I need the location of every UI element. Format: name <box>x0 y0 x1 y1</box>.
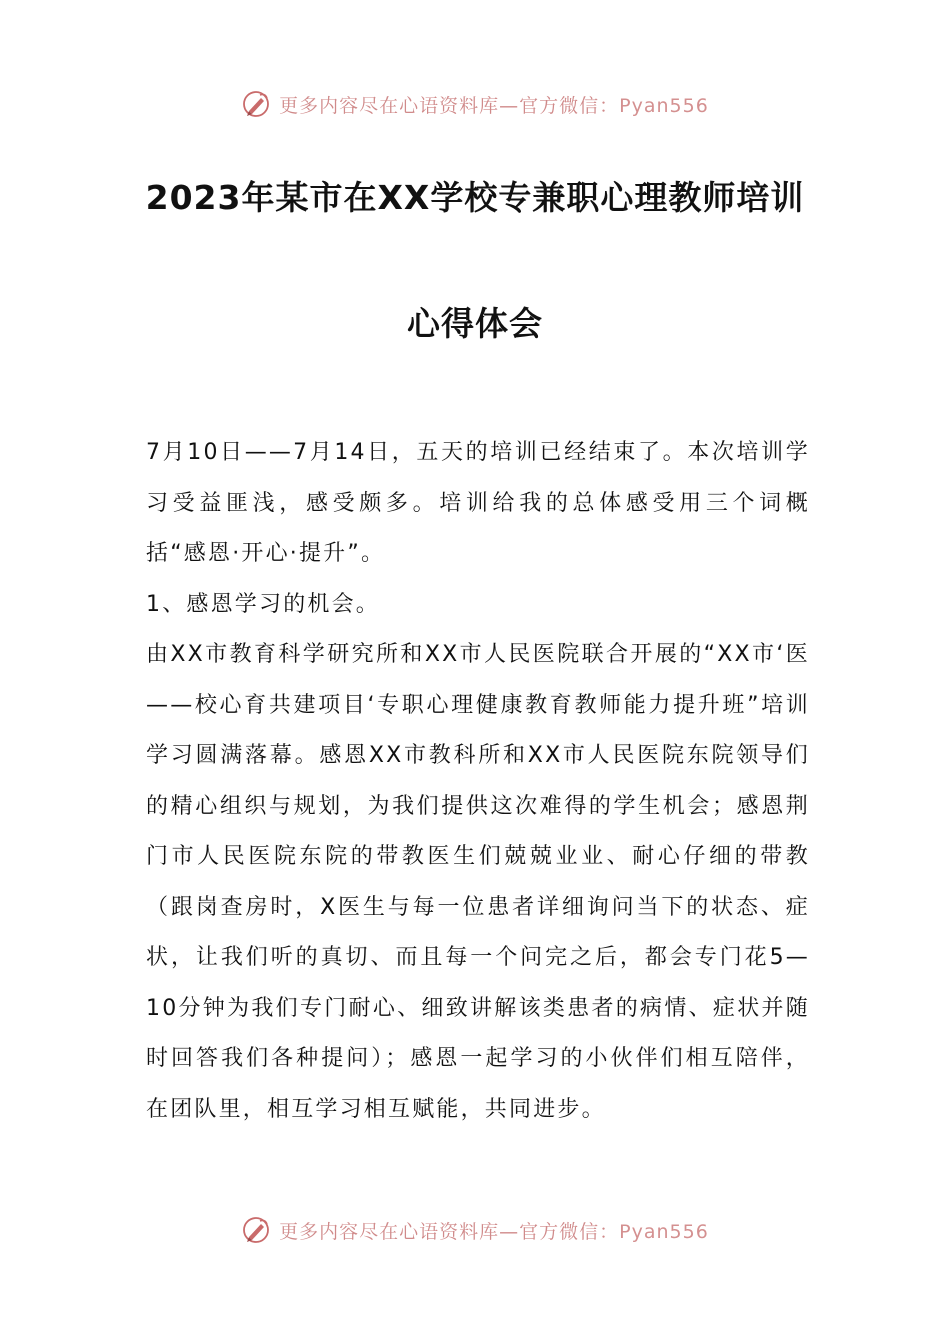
body-paragraph-2: 1、感恩学习的机会。 <box>146 591 380 617</box>
footer-banner-text <box>279 1217 709 1244</box>
body-paragraph-3: 由XX市教育科学研究所和XX市人民医院联合开展的“XX市‘医——校心育共建项目‘专职心理健康教育教师能力提升班”培训学习圆满落幕。感恩XX市教科所和XX市人民医院东院领导们的精心组织与规划，为我们提供这次难得的学生机会；感恩荆门市人民医院东院的带教医生们兢兢业业、耐心仔细的带教（跟岗查房时，X医生与每一位患者详细询问当下的状态、症状，让我们听的真切、而且每一个问完之后，都会专门花5—10分钟为我们专门耐心、细致讲解该类患者的病情、症状并随时回答我们各种提问）；感恩一起学习的小伙伴们相互陪伴，在团队里，相互学习相互赋能，共同进步。 <box>146 642 810 1122</box>
document-title-line-2: 心得体会 <box>407 304 543 343</box>
pen-logo-icon <box>241 89 271 119</box>
header-wechat-id: Pyan556 <box>619 94 709 117</box>
footer-wechat-id: Pyan556 <box>619 1220 709 1243</box>
pen-logo-icon <box>241 1215 271 1245</box>
header-banner-label: 更多内容尽在心语资料库—官方微信： <box>279 94 620 117</box>
header-banner-text <box>279 91 709 118</box>
footer-watermark-banner <box>0 1210 950 1250</box>
document-title-line-1: 2023年某市在XX学校专兼职心理教师培训 <box>145 178 805 217</box>
body-paragraph-1: 7月10日——7月14日，五天的培训已经结束了。本次培训学习受益匪浅，感受颇多。培训给我的总体感受用三个词概括“感恩·开心·提升”。 <box>146 440 810 566</box>
document-body <box>146 428 810 1135</box>
header-watermark-banner <box>0 84 950 124</box>
footer-banner-label: 更多内容尽在心语资料库—官方微信： <box>279 1220 620 1243</box>
